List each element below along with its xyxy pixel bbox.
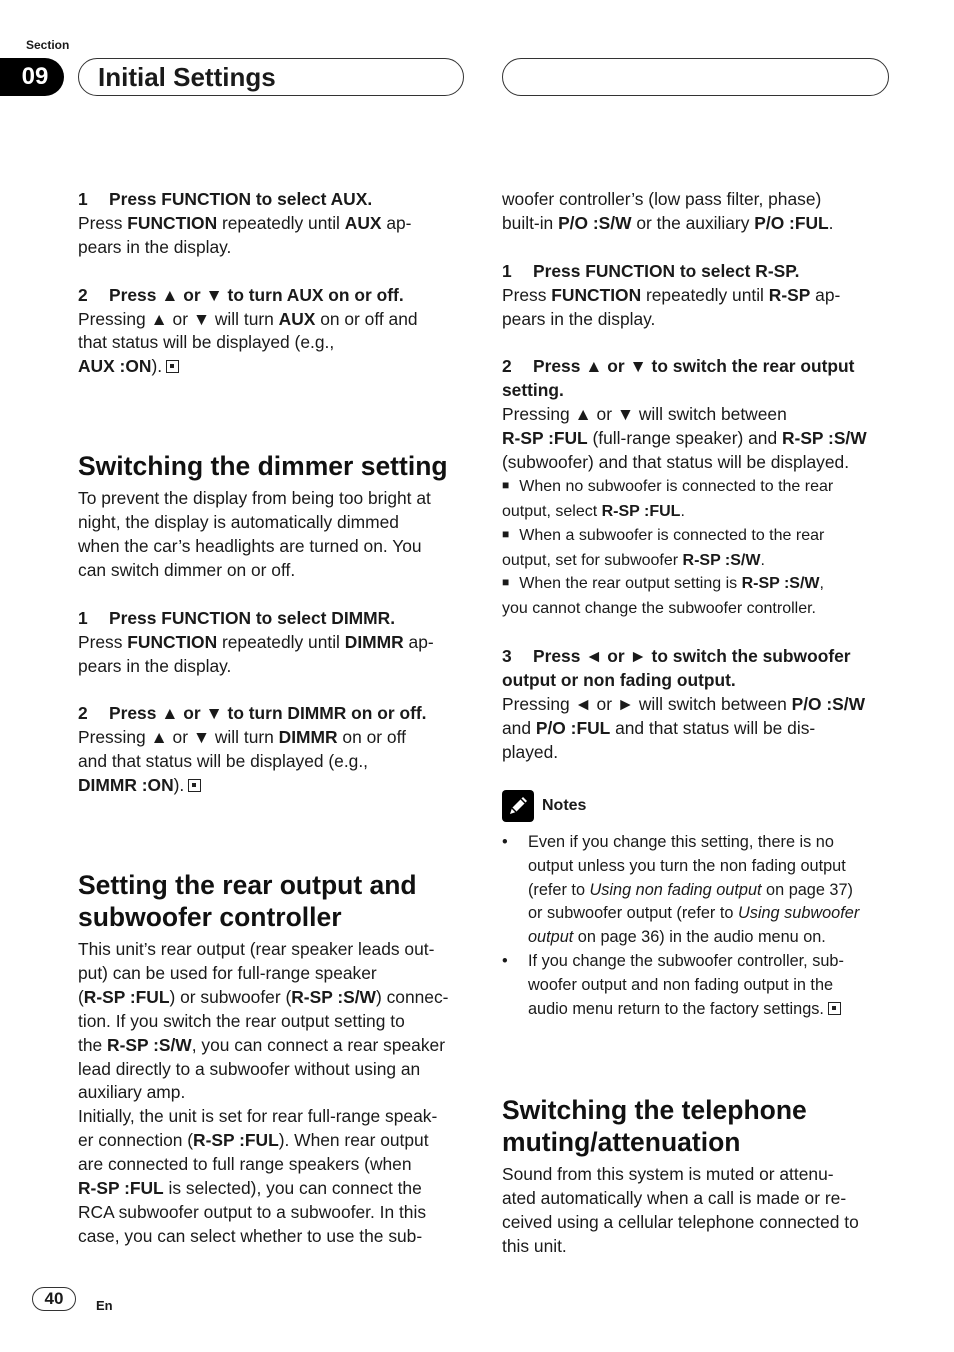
rear-paragraph: put) can be used for full-range speaker [78,962,377,983]
po-step-3-body: Pressing ◄ or ► will switch between P/O :S/W [502,693,866,714]
page-title: Initial Settings [98,62,276,92]
rear-paragraph-cont: built-in P/O :S/W or the auxiliary P/O :FUL. [502,212,834,233]
section-label: Section [26,38,70,52]
telephone-paragraph: Sound from this system is muted or attenu- [502,1163,834,1184]
rear-heading: Setting the rear output and subwoofer controller [78,869,417,932]
rsp-bullet-2-cont: output, set for subwoofer R-SP :S/W. [502,551,765,569]
rsp-step-2-cont: setting. [502,380,564,401]
aux-step-1-body: Press FUNCTION repeatedly until AUX ap- [78,212,412,233]
aux-step-1-body-cont: pears in the display. [78,236,232,257]
dimmer-heading: Switching the dimmer setting [78,451,448,482]
rear-paragraph: This unit’s rear output (rear speaker leads out- [78,938,435,959]
rsp-bullet-1-cont: output, select R-SP :FUL. [502,502,685,520]
po-step-3-cont: output or non fading output. [502,670,736,691]
rsp-step-1-body: Press FUNCTION repeatedly until R-SP ap- [502,284,841,305]
dimmer-step-2-body: Pressing ▲ or ▼ will turn DIMMR on or off [78,727,406,748]
rear-paragraph: the R-SP :S/W, you can connect a rear speaker [78,1034,445,1055]
dimmer-step-1: 1 Press FUNCTION to select DIMMR. [78,607,396,628]
aux-step-2-body-cont: that status will be displayed (e.g., [78,332,335,353]
rsp-step-1-body-cont: pears in the display. [502,308,656,329]
rear-paragraph: auxiliary amp. [78,1082,186,1103]
dimmer-intro: night, the display is automatically dimmed [78,512,399,533]
note-item: • Even if you change this setting, there is no output unless you turn the non fading output (refer to Using non fading output on page 37) or subwoofer output (refer to Using subwoofer output on page 36) in the audio menu on. [502,832,860,947]
rsp-bullet-1: ■ When no subwoofer is connected to the rear [502,477,834,495]
dimmer-step-1-body: Press FUNCTION repeatedly until DIMMR ap- [78,631,434,652]
rsp-step-2: 2 Press ▲ or ▼ to switch the rear output [502,356,855,377]
rear-paragraph: lead directly to a subwoofer without using an [78,1058,421,1079]
rear-paragraph: (R-SP :FUL) or subwoofer (R-SP :S/W) connec- [78,986,449,1007]
rear-paragraph: Initially, the unit is set for rear full-range speak- [78,1106,438,1127]
dimmer-step-2-body-end: DIMMR :ON). [78,774,466,798]
pencil-icon [502,790,534,822]
language-code: En [96,1298,113,1313]
right-column [502,188,892,1259]
dimmer-intro: can switch dimmer on or off. [78,559,296,580]
telephone-heading: Switching the telephone muting/attenuation [502,1094,807,1157]
telephone-paragraph: this unit. [502,1235,567,1256]
end-mark-icon [828,1002,841,1015]
aux-step-1: 1 Press FUNCTION to select AUX. [78,189,373,209]
rear-paragraph: are connected to full range speakers (when [78,1154,412,1175]
rear-paragraph: R-SP :FUL is selected), you can connect the [78,1178,422,1199]
rsp-bullet-2: ■ When a subwoofer is connected to the rear [502,526,825,544]
rsp-step-2-body: Pressing ▲ or ▼ will switch between [502,404,787,425]
aux-step-2-body-end: AUX :ON). [78,355,466,379]
po-step-3-body: played. [502,741,559,762]
header-empty-frame [502,58,889,96]
page-number: 40 [32,1287,76,1311]
po-step-3-body: and P/O :FUL and that status will be dis- [502,717,816,738]
rsp-step-1: 1 Press FUNCTION to select R-SP. [502,260,800,281]
left-column [78,188,466,1249]
aux-step-2-body: Pressing ▲ or ▼ will turn AUX on or off and [78,308,418,329]
telephone-paragraph: ceived using a cellular telephone connected to [502,1211,859,1232]
rear-paragraph: er connection (R-SP :FUL). When rear output [78,1130,429,1151]
rear-paragraph: tion. If you switch the rear output setting to [78,1010,405,1031]
rsp-step-2-body: R-SP :FUL (full-range speaker) and R-SP :S/W [502,428,867,449]
dimmer-step-2: 2 Press ▲ or ▼ to turn DIMMR on or off. [78,703,427,724]
end-mark-icon [166,360,179,373]
rsp-bullet-3-cont: you cannot change the subwoofer controller. [502,600,816,618]
dimmer-step-1-body-cont: pears in the display. [78,655,232,676]
po-step-3: 3 Press ◄ or ► to switch the subwoofer [502,646,851,667]
dimmer-intro: To prevent the display from being too bright at [78,488,431,509]
rear-paragraph-cont: woofer controller’s (low pass filter, phase) [502,189,822,209]
rsp-step-2-body: (subwoofer) and that status will be displayed. [502,451,850,472]
rsp-bullet-3: ■ When the rear output setting is R-SP :S/W, [502,575,824,593]
telephone-paragraph: ated automatically when a call is made or re- [502,1187,847,1208]
notes-header [502,789,892,823]
notes-title: Notes [542,796,587,814]
dimmer-intro: when the car’s headlights are turned on. You [78,536,422,557]
dimmer-step-2-body-cont: and that status will be displayed (e.g., [78,751,369,772]
note-item: • If you change the subwoofer controller, sub- woofer output and non fading output in the audio menu return to the factory settings. [502,952,844,1019]
section-number-badge: 09 [0,58,64,96]
rear-paragraph: RCA subwoofer output to a subwoofer. In this [78,1201,427,1222]
rear-paragraph: case, you can select whether to use the sub- [78,1225,423,1246]
aux-step-2: 2 Press ▲ or ▼ to turn AUX on or off. [78,284,404,305]
end-mark-icon [188,779,201,792]
